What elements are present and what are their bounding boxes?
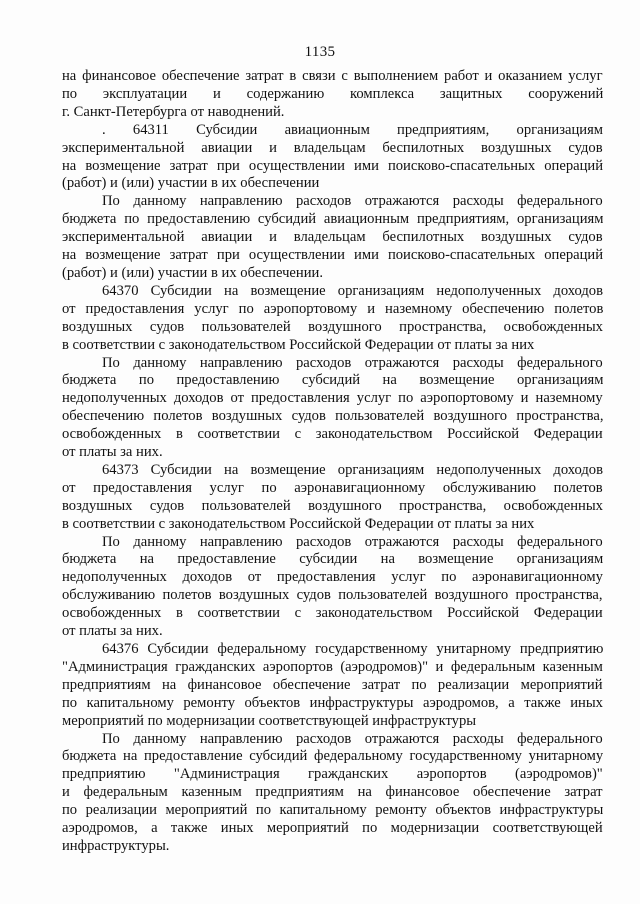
text-line: экспериментальной авиации и владельцам беспилотных воздушных судов	[62, 139, 603, 156]
text-line: По данному направлению расходов отражаются расходы федерального	[102, 193, 603, 210]
text-line: от предоставления услуг по аэропортовому и наземному обеспечению полетов	[62, 300, 603, 317]
text-line: (работ) и (или) участии в их обеспечении.	[62, 264, 323, 281]
text-line: на возмещение затрат при осуществлении ими поисково-спасательных операций	[62, 247, 603, 264]
text-line: недополученных доходов от предоставления услуг по аэропортовому и наземному	[62, 390, 603, 407]
text-line: на финансовое обеспечение затрат в связи с выполнением работ и оказанием услуг	[62, 68, 603, 84]
text-line: воздушных судов пользователей воздушного пространства, освобожденных	[62, 318, 603, 335]
text-line: по реализации мероприятий по капитальному ремонту объектов инфраструктуры	[62, 802, 603, 819]
text-line: предприятию "Администрация гражданских аэропортов (аэродромов)"	[62, 766, 603, 783]
text-line: . 64311 Субсидии авиационным предприятиям, организациям	[102, 121, 603, 138]
text-line: обеспечению полетов воздушных судов пользователей воздушного пространства,	[62, 408, 603, 425]
text-line: бюджета на предоставление субсидий федеральному государственному унитарному	[62, 748, 603, 765]
text-line: По данному направлению расходов отражаются расходы федерального	[102, 354, 603, 371]
text-line: г. Санкт-Петербурга от наводнений.	[62, 103, 285, 120]
text-line: инфраструктуры.	[62, 837, 170, 854]
text-line: 64376 Субсидии федеральному государственному унитарному предприятию	[102, 641, 603, 657]
text-line: по капитальному ремонту объектов инфраструктуры аэродромов, а также иных	[62, 694, 603, 711]
text-line: 64370 Субсидии на возмещение организациям недополученных доходов	[102, 282, 603, 299]
document-body	[62, 68, 603, 856]
text-line: в соответствии с законодательством Российской Федерации от платы за них	[62, 336, 535, 353]
text-line: от платы за них.	[62, 444, 163, 461]
text-line: (работ) и (или) участии в их обеспечении	[62, 175, 320, 192]
text-line: на возмещение затрат при осуществлении ими поисково-спасательных операций	[62, 157, 603, 174]
text-line: освобожденных в соответствии с законодательством Российской Федерации	[62, 605, 603, 622]
page-number: 1135	[304, 44, 336, 60]
text-line: "Администрация гражданских аэропортов (аэродромов)" и федеральным казенным	[62, 658, 603, 675]
text-line: от предоставления услуг по аэронавигационному обслуживанию полетов	[62, 479, 603, 496]
text-line: от платы за них.	[62, 623, 163, 640]
text-line: По данному направлению расходов отражаются расходы федерального	[102, 730, 603, 747]
text-line: недополученных доходов от предоставления услуг по аэронавигационному	[62, 569, 603, 586]
text-line: мероприятий по модернизации соответствующей инфраструктуры	[62, 712, 477, 729]
text-line: По данному направлению расходов отражаются расходы федерального	[102, 533, 603, 550]
text-line: освобожденных в соответствии с законодательством Российской Федерации	[62, 426, 603, 443]
text-line: и федеральным казенным предприятиям на финансовое обеспечение затрат	[62, 784, 603, 801]
text-line: бюджета по предоставлению субсидий авиационным предприятиям, организациям	[62, 211, 603, 228]
text-line: бюджета на предоставление субсидии на возмещение организациям	[62, 551, 603, 568]
text-line: по эксплуатации и содержанию комплекса защитных сооружений	[62, 85, 603, 102]
text-line: бюджета по предоставлению субсидий на возмещение организациям	[62, 372, 603, 389]
text-line: экспериментальной авиации и владельцам беспилотных воздушных судов	[62, 229, 603, 246]
text-line: в соответствии с законодательством Российской Федерации от платы за них	[62, 515, 535, 532]
text-line: обслуживанию полетов воздушных судов пользователей воздушного пространства,	[62, 587, 603, 604]
text-line: 64373 Субсидии на возмещение организациям недополученных доходов	[102, 461, 603, 478]
text-line: аэродромов, а также иных мероприятий по модернизации соответствующей	[62, 820, 603, 837]
text-line: воздушных судов пользователей воздушного пространства, освобожденных	[62, 497, 603, 514]
text-line: предприятиям на финансовое обеспечение затрат по реализации мероприятий	[62, 676, 603, 693]
